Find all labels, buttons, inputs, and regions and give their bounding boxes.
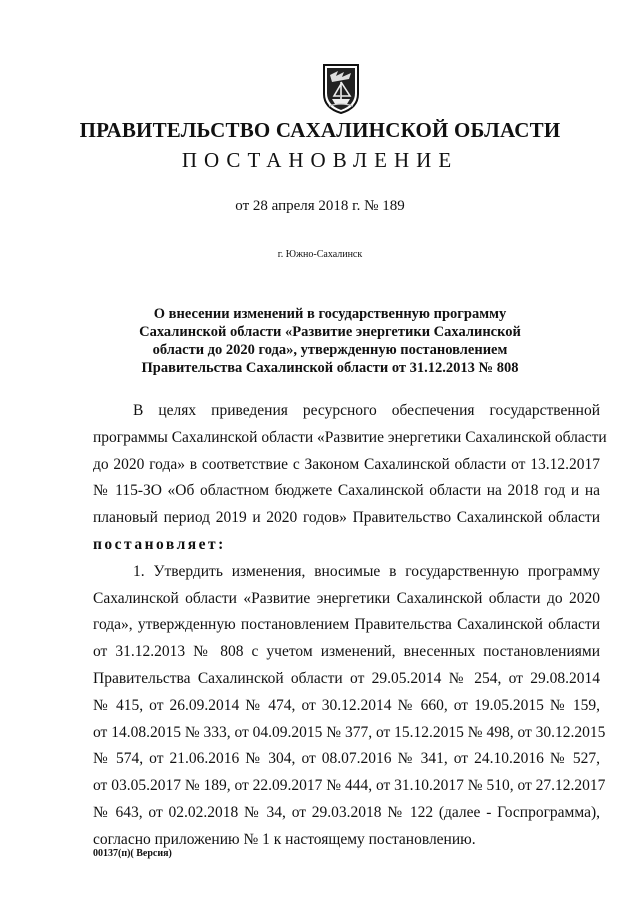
body-line: № 415, от 26.09.2014 № 474, от 30.12.2014 № 660, от 19.05.2015 № 159,	[93, 696, 600, 714]
body-line: В целях приведения ресурсного обеспечения государственной	[133, 402, 600, 419]
body-line: № 115-ЗО «Об областном бюджете Сахалинской области на 2018 год и на	[93, 482, 600, 500]
body-line: Правительства Сахалинской области от 29.05.2014 № 254, от 29.08.2014	[93, 669, 600, 687]
body-line: от 03.05.2017 № 189, от 22.09.2017 № 444, от 31.10.2017 № 510, от 27.12.2017	[93, 777, 606, 795]
body-line: согласно приложению № 1 к настоящему постановлению.	[93, 830, 476, 848]
body-line: 1. Утвердить изменения, вносимые в государственную программу	[133, 562, 600, 580]
title-line: Правительства Сахалинской области от 31.12.2013 № 808	[141, 360, 519, 376]
body-line: Сахалинской области «Развитие энергетики Сахалинской области до 2020	[93, 589, 600, 607]
title-line: О внесении изменений в государственную программу	[153, 306, 507, 322]
body-line: программы Сахалинской области «Развитие энергетики Сахалинской области	[93, 428, 607, 446]
body-line: от 14.08.2015 № 333, от 04.09.2015 № 377, от 15.12.2015 № 498, от 30.12.2015	[93, 723, 606, 741]
body-line: до 2020 года» в соответствие с Законом Сахалинской области от 13.12.2017	[93, 455, 600, 473]
coat-of-arms-emblem	[322, 62, 360, 114]
document-footer-code: 00137(п)( Версия)	[93, 848, 172, 859]
body-line: № 574, от 21.06.2016 № 304, от 08.07.2016 № 341, от 24.10.2016 № 527,	[93, 750, 600, 768]
government-name: ПРАВИТЕЛЬСТВО САХАЛИНСКОЙ ОБЛАСТИ	[79, 118, 561, 142]
body-line: № 643, от 02.02.2018 № 34, от 29.03.2018 № 122 (далее - Госпрограмма),	[93, 803, 600, 821]
body-line: от 31.12.2013 № 808 с учетом изменений, внесенных постановлениями	[93, 643, 600, 661]
document-date-number: от 28 апреля 2018 г. № 189	[235, 198, 405, 214]
document-city: г. Южно-Сахалинск	[277, 249, 363, 260]
title-line: области до 2020 года», утвержденную постановлением	[152, 342, 508, 358]
body-line: плановый период 2019 и 2020 годов» Правительство Сахалинской области	[93, 509, 600, 527]
title-line: Сахалинской области «Развитие энергетики Сахалинской	[139, 324, 521, 340]
document-type: ПОСТАНОВЛЕНИЕ	[181, 148, 459, 172]
body-line: года», утвержденную постановлением Правительства Сахалинской области	[93, 616, 600, 634]
document-body	[93, 398, 607, 854]
document-title	[120, 305, 540, 377]
resolves-keyword: постановляет:	[93, 535, 226, 553]
